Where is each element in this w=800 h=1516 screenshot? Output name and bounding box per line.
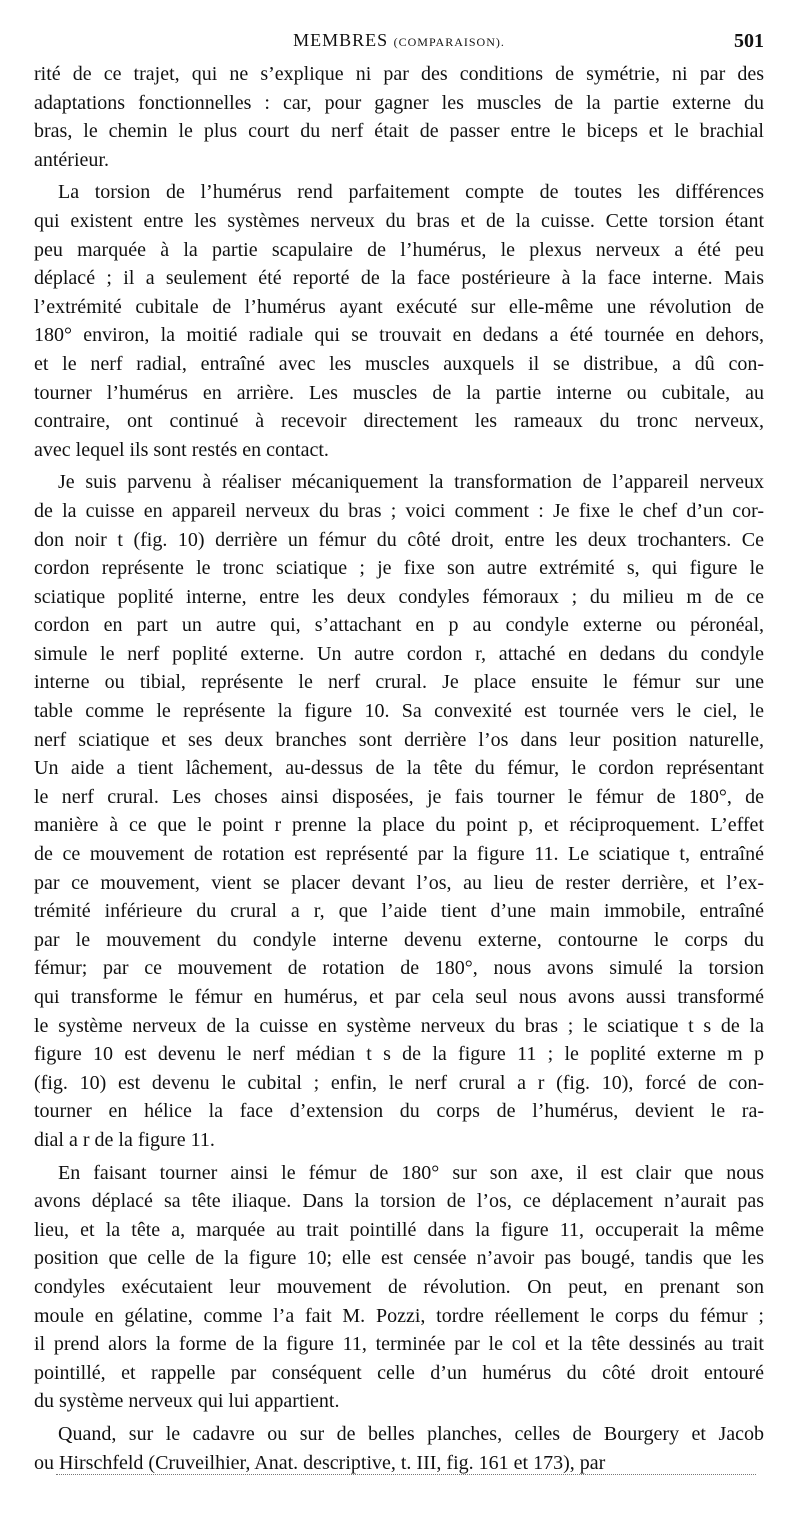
text-line: antérieur. (34, 148, 109, 171)
text-line: position que celle de la figure 10; elle est censée n’avoir pas bougé, tandis que les (34, 1247, 764, 1270)
text-line: fémur; par ce mouvement de rotation de 180°, nous avons simulé la torsion (34, 957, 764, 980)
running-title-main: MEMBRES (293, 30, 389, 50)
text-line: bras, le chemin le plus court du nerf était de passer entre le biceps et le brachial (34, 120, 764, 143)
paragraph (34, 1420, 764, 1477)
text-line: cordon en part un autre qui, s’attachant en p au condyle externe ou péronéal, (34, 614, 764, 637)
text-line: 180° environ, la moitié radiale qui se trouvait en dedans a été tournée en dehors, (34, 324, 764, 347)
text-line: trémité inférieure du crural a r, que l’aide tient d’une main immobile, entraîné (34, 900, 764, 923)
text-line: La torsion de l’humérus rend parfaitement compte de toutes les différences (58, 181, 764, 204)
text-line: figure 10 est devenu le nerf médian t s de la figure 11 ; le poplité externe m p (34, 1043, 764, 1066)
text-line: Je suis parvenu à réaliser mécaniquement la transformation de l’appareil nerveux (58, 471, 764, 494)
body-text (34, 60, 764, 1477)
text-line: (fig. 10) est devenu le cubital ; enfin, le nerf crural a r (fig. 10), forcé de con- (34, 1071, 764, 1094)
running-title-subtitle: (COMPARAISON). (393, 35, 505, 49)
text-line: avons déplacé sa tête iliaque. Dans la torsion de l’os, ce déplacement n’aurait pas (34, 1190, 764, 1213)
text-line: il prend alors la forme de la figure 11, terminée par le col et la tête dessinés au trait (34, 1333, 764, 1356)
text-line: de la cuisse en appareil nerveux du bras ; voici comment : Je fixe le chef d’un cor- (34, 499, 764, 522)
text-line: adaptations fonctionnelles : car, pour gagner les muscles de la partie externe du (34, 91, 764, 114)
text-line: du système nerveux qui lui appartient. (34, 1390, 340, 1413)
text-line: qui existent entre les systèmes nerveux du bras et de la cuisse. Cette torsion étant (34, 209, 764, 232)
text-line: le système nerveux de la cuisse en système nerveux du bras ; le sciatique t s de la (34, 1014, 764, 1037)
text-line: peu marquée à la partie scapulaire de l’humérus, le plexus nerveux a été peu (34, 238, 764, 261)
text-line: moule en gélatine, comme l’a fait M. Pozzi, tordre réellement le corps du fémur ; (34, 1304, 764, 1327)
paragraph (34, 1159, 764, 1416)
text-line: qui transforme le fémur en humérus, et par cela seul nous avons aussi transformé (34, 986, 764, 1008)
text-line: de ce mouvement de rotation est représenté par la figure 11. Le sciatique t, entraîné (34, 843, 764, 866)
text-line: condyles exécutaient leur mouvement de révolution. On peut, en prenant son (34, 1275, 764, 1298)
text-line: rité de ce trajet, qui ne s’explique ni par des conditions de symétrie, ni par des (34, 63, 764, 85)
text-line: nerf sciatique et ses deux branches sont derrière l’os dans leur position naturelle, (34, 728, 764, 751)
text-line: et le nerf radial, entraîné avec les muscles auxquels il se distribue, a dû con- (34, 352, 764, 375)
text-line: table comme le représente la figure 10. Sa convexité est tournée vers le ciel, le (34, 700, 764, 723)
text-line: Quand, sur le cadavre ou sur de belles planches, celles de Bourgery et Jacob (58, 1422, 764, 1445)
text-line: ou Hirschfeld (Cruveilhier, Anat. descriptive, t. III, fig. 161 et 173), par (34, 1451, 606, 1474)
book-page (34, 26, 764, 1481)
text-line: dial a r de la figure 11. (34, 1128, 215, 1151)
text-line: par le mouvement du condyle interne devenu externe, contourne le corps du (34, 928, 764, 951)
paragraph (34, 468, 764, 1154)
paragraph (34, 178, 764, 464)
text-line: pointillé, et rappelle par conséquent celle d’un humérus du côté droit entouré (34, 1361, 764, 1384)
text-line: tourner l’humérus en arrière. Les muscles de la partie interne ou cubitale, au (34, 381, 764, 404)
running-header (34, 26, 764, 60)
text-line: tourner en hélice la face d’extension du corps de l’humérus, devient le ra- (34, 1100, 764, 1123)
text-line: interne ou tibial, représente le nerf crural. Je place ensuite le fémur sur une (34, 671, 764, 694)
text-line: manière à ce que le point r prenne la place du point p, et réciproquement. L’effet (34, 814, 764, 837)
text-line: En faisant tourner ainsi le fémur de 180° sur son axe, il est clair que nous (58, 1161, 764, 1184)
text-line: le nerf crural. Les choses ainsi disposées, je fais tourner le fémur de 180°, de (34, 785, 764, 808)
text-line: par ce mouvement, vient se placer devant l’os, au lieu de rester derrière, et l’ex- (34, 871, 764, 894)
text-line: sciatique poplité interne, entre les deux condyles fémoraux ; du milieu m de ce (34, 585, 764, 608)
page-number: 501 (734, 30, 764, 52)
text-line: contraire, ont continué à recevoir directement les rameaux du tronc nerveux, (34, 410, 764, 433)
running-title (34, 30, 764, 51)
text-line: déplacé ; il a seulement été reporté de la face postérieure à la face interne. Mais (34, 267, 764, 290)
text-line: cordon représente le tronc sciatique ; je fixe son autre extrémité s, qui figure le (34, 557, 764, 580)
text-line: don noir t (fig. 10) derrière un fémur du côté droit, entre les deux trochanters. Ce (34, 528, 764, 551)
text-line: Un aide a tient lâchement, au-dessus de la tête du fémur, le cordon représentant (34, 757, 764, 780)
text-line: simule le nerf poplité externe. Un autre cordon r, attaché en dedans du condyle (34, 642, 764, 665)
bottom-rule (56, 1474, 756, 1475)
paragraph (34, 60, 764, 174)
text-line: lieu, et la tête a, marquée au trait pointillé dans la figure 11, occuperait la même (34, 1218, 764, 1241)
text-line: l’extrémité cubitale de l’humérus ayant exécuté sur elle-même une révolution de (34, 295, 764, 318)
text-line: avec lequel ils sont restés en contact. (34, 438, 329, 461)
